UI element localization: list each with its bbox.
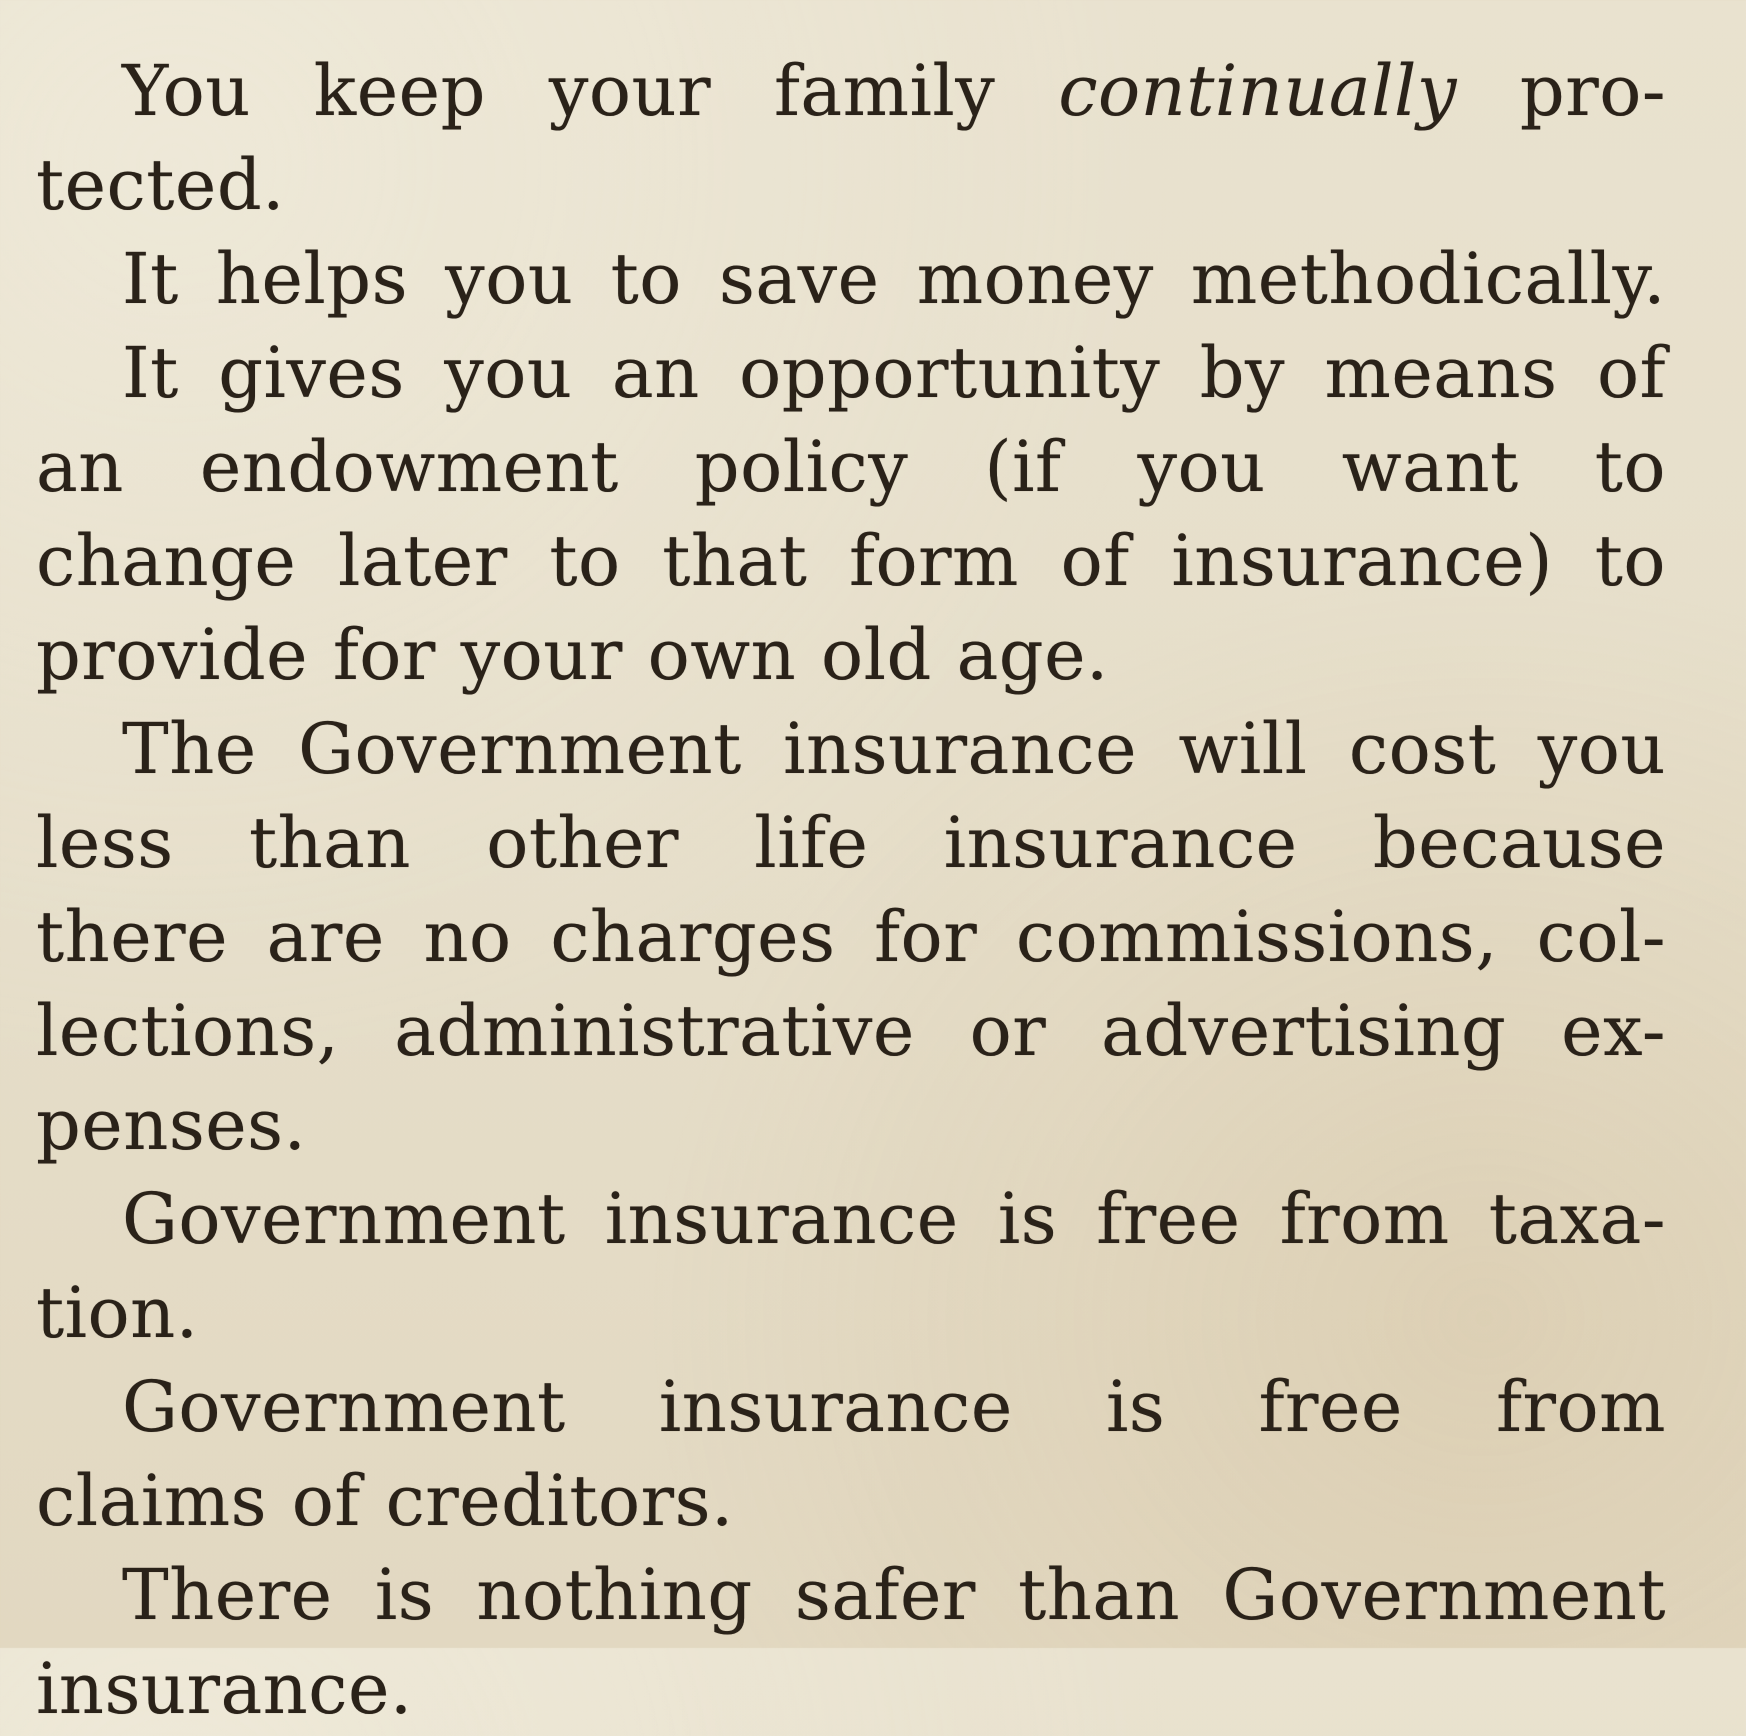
text-span: change later to that form of insurance) to <box>36 520 1666 602</box>
text-line <box>36 1454 1666 1548</box>
text-line <box>36 796 1666 890</box>
text-span: It helps you to save money methodically. <box>122 238 1666 320</box>
text-span: The Government insurance will cost you <box>122 708 1666 790</box>
text-span: It gives you an opportunity by means of <box>122 332 1666 414</box>
paragraph <box>36 1172 1666 1360</box>
paragraph <box>36 1360 1666 1548</box>
text-span: pro- <box>1456 50 1666 132</box>
text-line <box>36 1078 1666 1172</box>
text-line <box>36 326 1666 420</box>
text-span: tion. <box>36 1272 199 1354</box>
document-page <box>36 44 1666 1730</box>
paragraph <box>36 1548 1666 1736</box>
paragraph <box>36 232 1666 326</box>
text-span: Government insurance is free from <box>122 1366 1666 1448</box>
text-line <box>36 890 1666 984</box>
text-line <box>36 420 1666 514</box>
paragraph <box>36 702 1666 1172</box>
text-span: You keep your family <box>122 50 1059 132</box>
text-line <box>36 1548 1666 1642</box>
text-line <box>36 608 1666 702</box>
text-line <box>36 1266 1666 1360</box>
text-span: claims of creditors. <box>36 1460 734 1542</box>
text-span: insurance. <box>36 1648 413 1730</box>
text-body <box>36 44 1666 1736</box>
text-span: provide for your own old age. <box>36 614 1109 696</box>
text-span: Government insurance is free from taxa- <box>122 1178 1666 1260</box>
text-span: an endowment policy (if you want to <box>36 426 1666 508</box>
text-line <box>36 1360 1666 1454</box>
italic-text-span: continually <box>1058 50 1457 132</box>
text-span: there are no charges for commissions, col- <box>36 896 1666 978</box>
text-span: lections, administrative or advertising ex- <box>36 990 1666 1072</box>
text-line <box>36 138 1666 232</box>
paragraph <box>36 326 1666 702</box>
text-span: tected. <box>36 144 285 226</box>
text-line <box>36 1642 1666 1736</box>
text-span: less than other life insurance because <box>36 802 1666 884</box>
text-line <box>36 1172 1666 1266</box>
text-line <box>36 514 1666 608</box>
text-span: penses. <box>36 1084 307 1166</box>
text-line <box>36 984 1666 1078</box>
text-line <box>36 44 1666 138</box>
text-span: There is nothing safer than Government <box>122 1554 1666 1636</box>
text-line <box>36 232 1666 326</box>
text-line <box>36 702 1666 796</box>
paragraph <box>36 44 1666 232</box>
